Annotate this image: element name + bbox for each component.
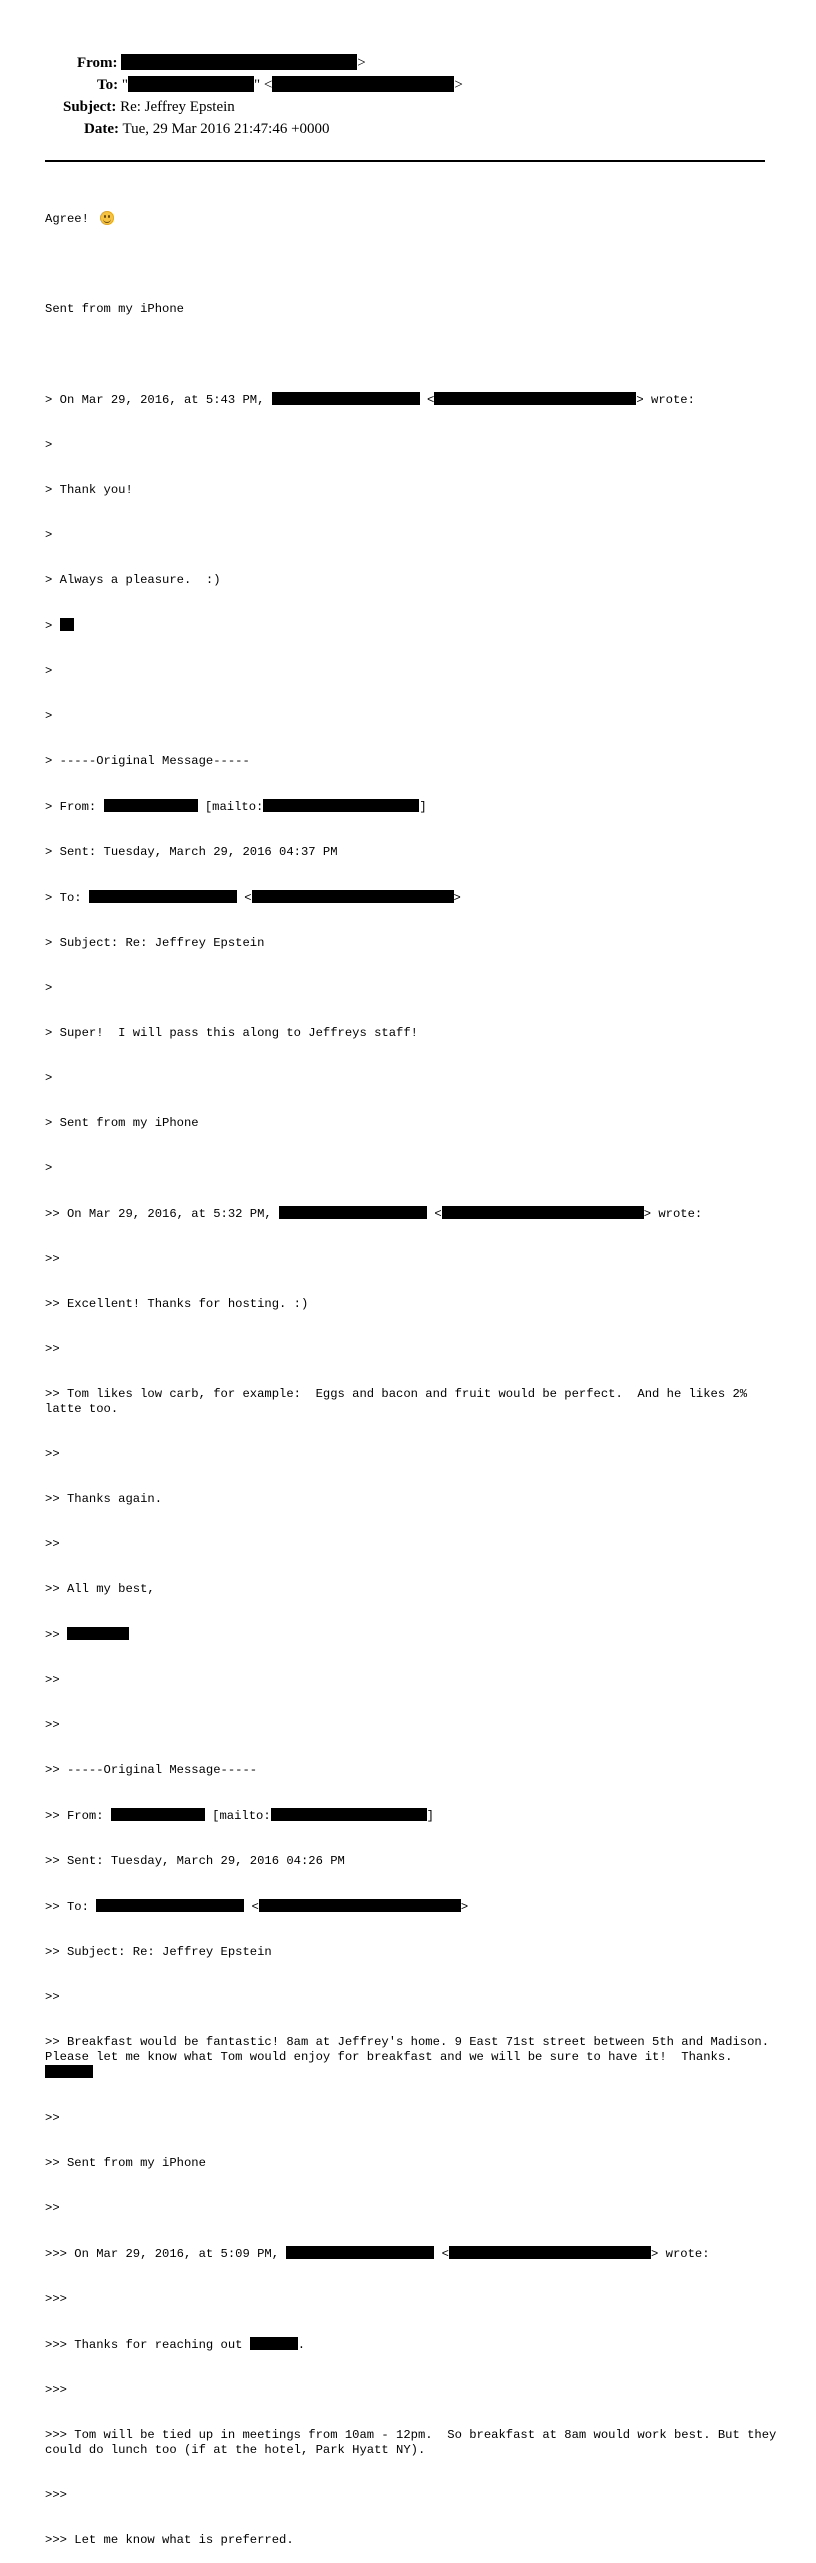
- redaction-block: [45, 2065, 93, 2078]
- redaction-block: [272, 76, 454, 92]
- body-line: Sent from my iPhone: [45, 302, 184, 316]
- body-line: [45, 257, 785, 272]
- body-line: >> Thanks again.: [45, 1492, 163, 1506]
- redaction-block: [252, 890, 454, 903]
- body-line: >> Excellent! Thanks for hosting. :): [45, 1297, 309, 1311]
- body-line: >>> Let me know what is preferred.: [45, 2533, 294, 2547]
- redaction-block: [250, 2337, 298, 2350]
- from-label: From:: [77, 55, 118, 71]
- body-line: >>: [45, 2201, 60, 2215]
- to-gt: >: [454, 77, 463, 93]
- body-line: >> From: [mailto: ]: [45, 1809, 434, 1823]
- body-line: >> All my best,: [45, 1582, 155, 1596]
- redaction-block: [434, 392, 636, 405]
- body-line: >>> Tom will be tied up in meetings from 10am - 12pm. So breakfast at 8am would work best. But they could do lunch too (if at the hotel, Park Hyatt NY).: [45, 2428, 784, 2457]
- body-line: >>: [45, 2111, 60, 2125]
- body-line: >: [45, 664, 53, 678]
- body-line: > Subject: Re: Jeffrey Epstein: [45, 936, 265, 950]
- body-line: >: [45, 981, 53, 995]
- redaction-block: [67, 1627, 129, 1640]
- to-quote-open: ": [121, 77, 128, 93]
- redaction-block: [449, 2246, 651, 2259]
- header-divider: [45, 160, 765, 162]
- body-line: >>: [45, 1673, 60, 1687]
- redaction-block: [271, 1808, 427, 1821]
- redaction-block: [263, 799, 419, 812]
- body-line: > -----Original Message-----: [45, 754, 250, 768]
- body-line: > From: [mailto: ]: [45, 800, 427, 814]
- body-line: > Sent from my iPhone: [45, 1116, 199, 1130]
- redaction-block: [259, 1899, 461, 1912]
- body-line: >> On Mar 29, 2016, at 5:32 PM, < > wrote:: [45, 1207, 703, 1221]
- redaction-block: [104, 799, 198, 812]
- body-line: >: [45, 1071, 53, 1085]
- body-line: >> -----Original Message-----: [45, 1763, 258, 1777]
- email-body: [45, 181, 785, 2563]
- body-line: >>: [45, 1252, 60, 1266]
- body-line: >>: [45, 1990, 60, 2004]
- body-line: >: [45, 438, 53, 452]
- smiley-emoji-icon: [100, 211, 114, 225]
- body-line: >> To: < >: [45, 1900, 469, 1914]
- body-line: >> Sent from my iPhone: [45, 2156, 206, 2170]
- body-line: > Always a pleasure. :): [45, 573, 221, 587]
- body-line: > Sent: Tuesday, March 29, 2016 04:37 PM: [45, 845, 338, 859]
- body-line: >> Tom likes low carb, for example: Eggs and bacon and fruit would be perfect. And he likes 2% latte too.: [45, 1387, 755, 1416]
- redaction-block: [111, 1808, 205, 1821]
- body-line: > Super! I will pass this along to Jeffreys staff!: [45, 1026, 418, 1040]
- body-line: >: [45, 1161, 53, 1175]
- subject-value: Re: Jeffrey Epstein: [120, 99, 235, 115]
- body-line: > Thank you!: [45, 483, 133, 497]
- body-line: >>>: [45, 2383, 67, 2397]
- body-line: >: [45, 528, 53, 542]
- redaction-block: [60, 618, 74, 631]
- body-line: [45, 347, 785, 362]
- to-label: To:: [97, 77, 119, 93]
- body-line: >>: [45, 1537, 60, 1551]
- body-line: >>>: [45, 2292, 67, 2306]
- body-line: >> Subject: Re: Jeffrey Epstein: [45, 1945, 272, 1959]
- redaction-block: [279, 1206, 427, 1219]
- date-value: Tue, 29 Mar 2016 21:47:46 +0000: [122, 121, 330, 137]
- body-line: >>: [45, 1627, 785, 1643]
- body-line: > On Mar 29, 2016, at 5:43 PM, < > wrote:: [45, 393, 695, 407]
- header-from-row: [77, 53, 366, 73]
- redaction-block: [286, 2246, 434, 2259]
- body-line: >: [45, 709, 53, 723]
- body-line: >: [45, 618, 785, 634]
- header-to-row: [97, 75, 463, 95]
- date-label: Date:: [84, 121, 119, 137]
- redaction-block: [121, 54, 357, 70]
- body-line: >>> On Mar 29, 2016, at 5:09 PM, < > wrote:: [45, 2247, 710, 2261]
- redaction-block: [128, 76, 254, 92]
- body-line: >>: [45, 1342, 60, 1356]
- redaction-block: [442, 1206, 644, 1219]
- body-line: >> Sent: Tuesday, March 29, 2016 04:26 PM: [45, 1854, 345, 1868]
- to-quote-close: " <: [254, 77, 273, 93]
- subject-label: Subject:: [63, 99, 117, 115]
- redaction-block: [89, 890, 237, 903]
- from-gt: >: [357, 55, 366, 71]
- header-subject-row: [63, 97, 235, 117]
- body-line: >>: [45, 1718, 60, 1732]
- body-line: Agree!: [45, 211, 785, 227]
- redaction-block: [96, 1899, 244, 1912]
- body-line: > To: < >: [45, 891, 461, 905]
- body-line: >>: [45, 1447, 60, 1461]
- body-line: >>> Thanks for reaching out .: [45, 2338, 306, 2352]
- body-line: >> Breakfast would be fantastic! 8am at Jeffrey's home. 9 East 71st street between 5th and Madison. Please let me know what Tom would enjoy for breakfast and we will be sure to have it! Thanks.: [45, 2035, 785, 2081]
- redaction-block: [272, 392, 420, 405]
- body-line: >>>: [45, 2488, 67, 2502]
- header-date-row: [84, 119, 330, 139]
